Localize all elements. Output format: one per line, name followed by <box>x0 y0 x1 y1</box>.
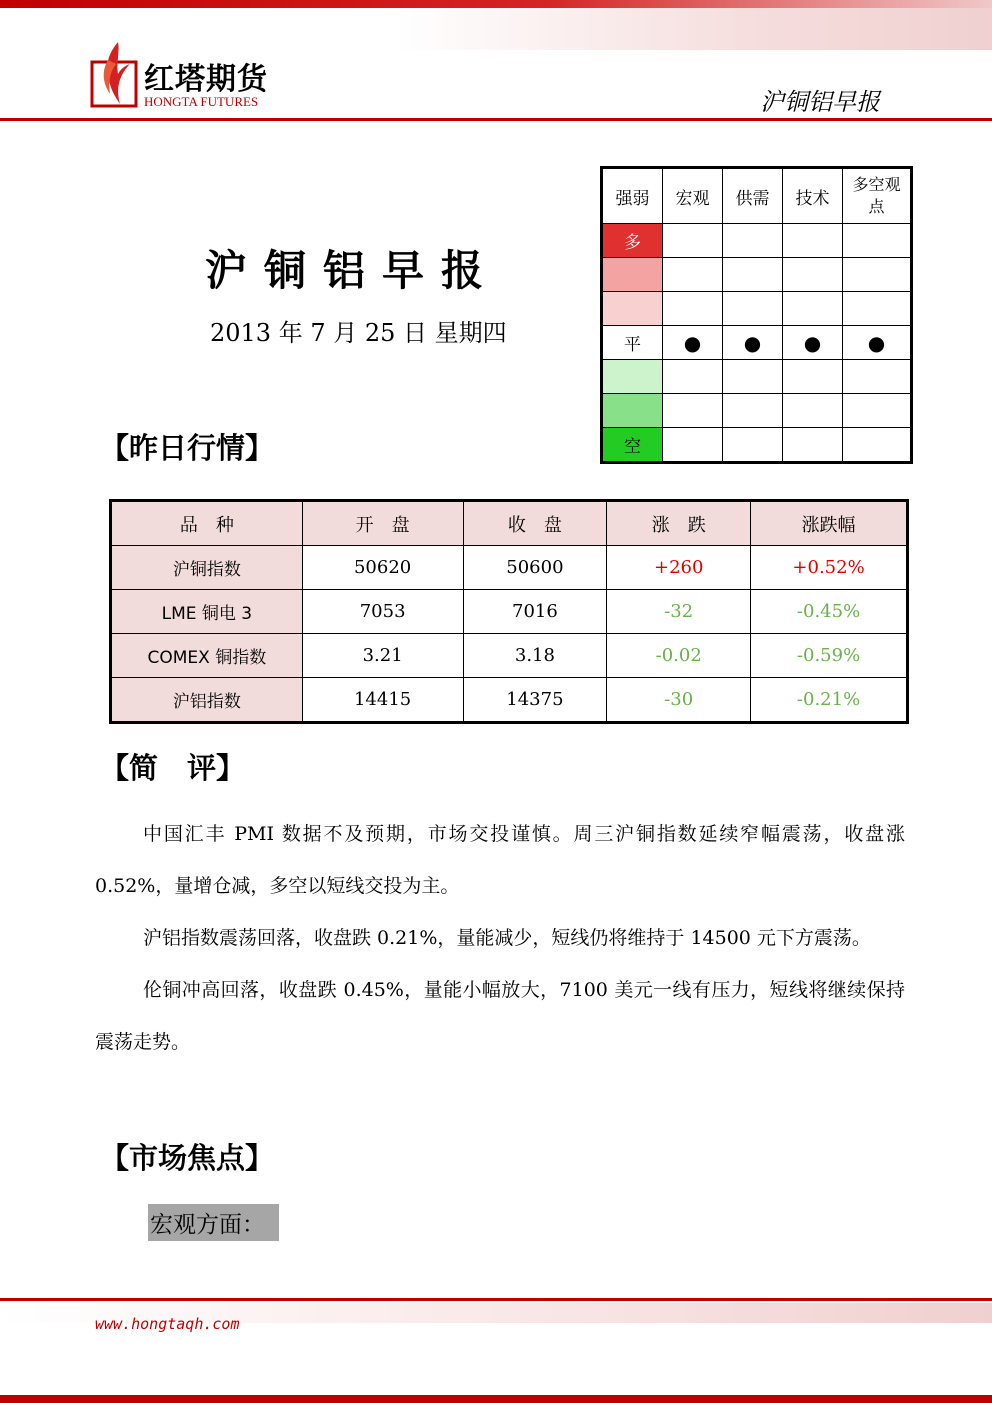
open-price: 7053 <box>302 590 463 634</box>
signal-empty-cell <box>723 258 783 292</box>
signal-empty-cell <box>663 292 723 326</box>
signal-header-cell: 供需 <box>723 168 783 224</box>
commentary-paragraph: 中国汇丰 PMI 数据不及预期，市场交投谨慎。周三沪铜指数延续窄幅震荡，收盘涨 0.52%，量增仓减，多空以短线交投为主。 <box>95 823 905 897</box>
signal-empty-cell <box>663 258 723 292</box>
signal-empty-cell <box>723 292 783 326</box>
top-accent-bar <box>0 0 992 8</box>
signal-empty-cell <box>723 428 783 463</box>
signal-marker-dot: ● <box>843 326 912 360</box>
close-price: 3.18 <box>463 634 607 678</box>
signal-level-cell <box>602 258 663 292</box>
signal-empty-cell <box>783 428 843 463</box>
signal-level-cell: 多 <box>602 224 663 258</box>
logo-english-name: HONGTA FUTURES <box>144 94 259 109</box>
instrument-name: LME 铜电 3 <box>111 590 303 634</box>
signal-level-cell <box>602 292 663 326</box>
instrument-name: 沪铝指数 <box>111 678 303 723</box>
market-header-cell: 涨 跌 <box>607 501 751 546</box>
signal-empty-cell <box>843 258 912 292</box>
open-price: 3.21 <box>302 634 463 678</box>
signal-marker-dot: ● <box>723 326 783 360</box>
commentary-paragraph: 伦铜冲高回落，收盘跌 0.45%，量能小幅放大，7100 美元一线有压力，短线将继续保持震荡走势。 <box>95 979 905 1053</box>
signal-empty-cell <box>723 224 783 258</box>
change-value: -32 <box>607 590 751 634</box>
top-gradient-band <box>0 8 992 50</box>
instrument-name: COMEX 铜指数 <box>111 634 303 678</box>
signal-empty-cell <box>783 394 843 428</box>
section-heading-market: 【昨日行情】 <box>100 431 275 465</box>
signal-empty-cell <box>663 394 723 428</box>
signal-marker-dot: ● <box>663 326 723 360</box>
section-heading-comment: 【简 评】 <box>100 751 246 785</box>
signal-empty-cell <box>663 428 723 463</box>
table-row <box>111 590 908 634</box>
header-report-name: 沪铜铝早报 <box>760 88 880 116</box>
signal-empty-cell <box>843 292 912 326</box>
report-title: 沪铜铝早报 <box>205 246 501 295</box>
change-value: -0.02 <box>607 634 751 678</box>
signal-empty-cell <box>663 224 723 258</box>
change-percent: -0.21% <box>751 678 908 723</box>
open-price: 50620 <box>302 546 463 590</box>
market-header-cell: 品 种 <box>111 501 303 546</box>
open-price: 14415 <box>302 678 463 723</box>
signal-empty-cell <box>783 292 843 326</box>
market-header-cell: 涨跌幅 <box>751 501 908 546</box>
commentary-paragraph: 沪铝指数震荡回落，收盘跌 0.21%，量能减少，短线仍将维持于 14500 元下方震荡。 <box>143 927 871 949</box>
report-date: 2013 年 7 月 25 日 星期四 <box>210 319 507 347</box>
close-price: 14375 <box>463 678 607 723</box>
close-price: 50600 <box>463 546 607 590</box>
signal-grid <box>600 166 913 464</box>
hongta-logo-icon <box>90 40 140 108</box>
change-percent: -0.45% <box>751 590 908 634</box>
footer-website-link[interactable]: www.hongtaqh.com <box>95 1315 240 1333</box>
header-divider <box>0 118 992 121</box>
signal-empty-cell <box>783 360 843 394</box>
signal-header-cell: 强弱 <box>602 168 663 224</box>
change-percent: +0.52% <box>751 546 908 590</box>
signal-header-cell: 宏观 <box>663 168 723 224</box>
signal-header-cell: 多空观点 <box>843 168 912 224</box>
signal-level-cell <box>602 394 663 428</box>
signal-empty-cell <box>723 360 783 394</box>
change-value: -30 <box>607 678 751 723</box>
signal-empty-cell <box>723 394 783 428</box>
signal-level-cell: 平 <box>602 326 663 360</box>
close-price: 7016 <box>463 590 607 634</box>
change-percent: -0.59% <box>751 634 908 678</box>
market-table <box>109 499 909 724</box>
bottom-accent-bar <box>0 1395 992 1403</box>
logo-chinese-name: 红塔期货 <box>144 62 268 97</box>
signal-level-cell <box>602 360 663 394</box>
commentary <box>95 808 905 1068</box>
signal-empty-cell <box>843 394 912 428</box>
footer-divider <box>0 1298 992 1301</box>
signal-empty-cell <box>783 224 843 258</box>
table-row <box>111 678 908 723</box>
signal-empty-cell <box>843 428 912 463</box>
market-header-cell: 收 盘 <box>463 501 607 546</box>
macro-subheading: 宏观方面： <box>148 1204 279 1241</box>
instrument-name: 沪铜指数 <box>111 546 303 590</box>
table-row <box>111 634 908 678</box>
signal-empty-cell <box>663 360 723 394</box>
signal-empty-cell <box>843 360 912 394</box>
section-heading-focus: 【市场焦点】 <box>100 1141 275 1175</box>
table-row <box>111 546 908 590</box>
signal-level-cell: 空 <box>602 428 663 463</box>
signal-header-cell: 技术 <box>783 168 843 224</box>
signal-marker-dot: ● <box>783 326 843 360</box>
market-header-cell: 开 盘 <box>302 501 463 546</box>
signal-empty-cell <box>843 224 912 258</box>
change-value: +260 <box>607 546 751 590</box>
signal-empty-cell <box>783 258 843 292</box>
